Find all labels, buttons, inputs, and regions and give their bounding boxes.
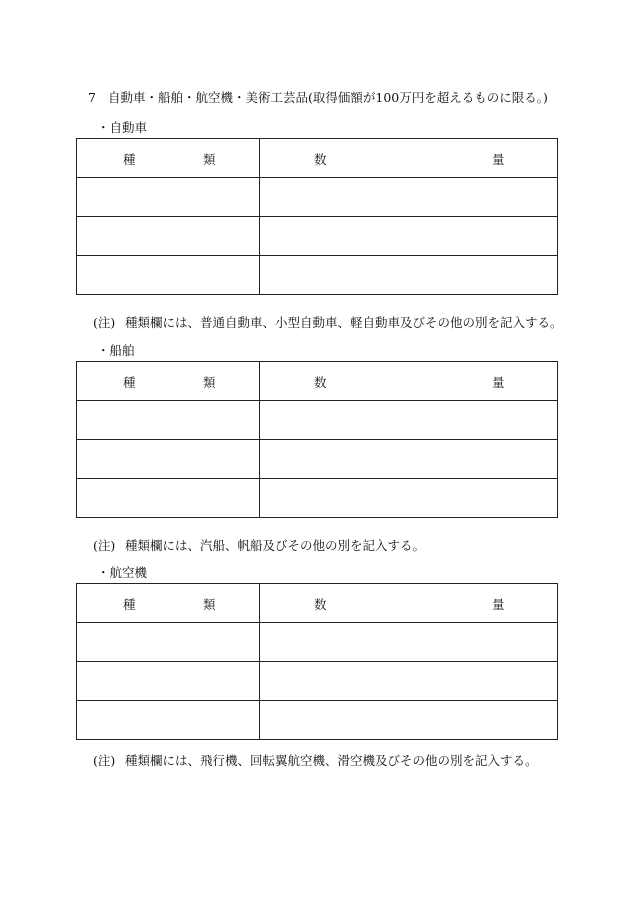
quantity-cell[interactable] bbox=[260, 440, 558, 479]
subsection-title-aircraft: ・航空機 bbox=[97, 565, 148, 580]
automobile-table bbox=[76, 138, 558, 295]
note-aircraft bbox=[93, 751, 538, 769]
quantity-cell[interactable] bbox=[260, 256, 558, 295]
quantity-cell[interactable] bbox=[260, 217, 558, 256]
subsection-title-ship: ・船舶 bbox=[97, 343, 135, 358]
header-kind-char-1: 種 bbox=[123, 152, 136, 167]
header-qty-char-1: 数 bbox=[314, 152, 327, 167]
kind-cell[interactable] bbox=[77, 256, 260, 295]
quantity-cell[interactable] bbox=[260, 479, 558, 518]
quantity-cell[interactable] bbox=[260, 623, 558, 662]
header-kind-char-1: 種 bbox=[123, 375, 136, 390]
note-label: (注) bbox=[93, 753, 116, 768]
aircraft-table bbox=[76, 583, 558, 740]
header-cell-quantity bbox=[260, 139, 558, 178]
table-row bbox=[77, 401, 558, 440]
header-cell-kind bbox=[77, 584, 260, 623]
header-qty-char-2: 量 bbox=[492, 597, 505, 612]
kind-cell[interactable] bbox=[77, 701, 260, 740]
header-kind-char-2: 類 bbox=[203, 597, 216, 612]
header-kind-char-2: 類 bbox=[203, 152, 216, 167]
table-row bbox=[77, 701, 558, 740]
kind-cell[interactable] bbox=[77, 401, 260, 440]
table-row bbox=[77, 256, 558, 295]
header-kind-char-1: 種 bbox=[123, 597, 136, 612]
header-qty-char-2: 量 bbox=[492, 152, 505, 167]
header-cell-quantity bbox=[260, 584, 558, 623]
table-header-row bbox=[77, 139, 558, 178]
ship-table bbox=[76, 361, 558, 518]
table-row bbox=[77, 479, 558, 518]
table-row bbox=[77, 217, 558, 256]
section-number: 7 bbox=[88, 90, 96, 105]
table-header-row bbox=[77, 362, 558, 401]
table-row bbox=[77, 178, 558, 217]
quantity-cell[interactable] bbox=[260, 701, 558, 740]
header-cell-kind bbox=[77, 362, 260, 401]
note-label: (注) bbox=[93, 315, 116, 330]
header-kind-char-2: 類 bbox=[203, 375, 216, 390]
kind-cell[interactable] bbox=[77, 440, 260, 479]
note-automobile bbox=[93, 313, 563, 331]
quantity-cell[interactable] bbox=[260, 662, 558, 701]
header-qty-char-2: 量 bbox=[492, 375, 505, 390]
header-cell-kind bbox=[77, 139, 260, 178]
note-text: 種類欄には、飛行機、回転翼航空機、滑空機及びその他の別を記入する。 bbox=[125, 753, 538, 768]
kind-cell[interactable] bbox=[77, 178, 260, 217]
table-row bbox=[77, 662, 558, 701]
kind-cell[interactable] bbox=[77, 217, 260, 256]
header-qty-char-1: 数 bbox=[314, 375, 327, 390]
quantity-cell[interactable] bbox=[260, 401, 558, 440]
quantity-cell[interactable] bbox=[260, 178, 558, 217]
subsection-title-automobile: ・自動車 bbox=[97, 120, 148, 135]
note-label: (注) bbox=[93, 538, 116, 553]
header-qty-char-1: 数 bbox=[314, 597, 327, 612]
header-cell-quantity bbox=[260, 362, 558, 401]
kind-cell[interactable] bbox=[77, 479, 260, 518]
kind-cell[interactable] bbox=[77, 662, 260, 701]
table-header-row bbox=[77, 584, 558, 623]
section-heading-text: 自動車・船舶・航空機・美術工芸品(取得価額が100万円を超えるものに限る。) bbox=[107, 90, 548, 105]
note-text: 種類欄には、汽船、帆船及びその他の別を記入する。 bbox=[125, 538, 426, 553]
kind-cell[interactable] bbox=[77, 623, 260, 662]
section-heading bbox=[88, 88, 548, 106]
table-row bbox=[77, 623, 558, 662]
note-text: 種類欄には、普通自動車、小型自動車、軽自動車及びその他の別を記入する。 bbox=[125, 315, 563, 330]
table-row bbox=[77, 440, 558, 479]
note-ship bbox=[93, 536, 425, 554]
